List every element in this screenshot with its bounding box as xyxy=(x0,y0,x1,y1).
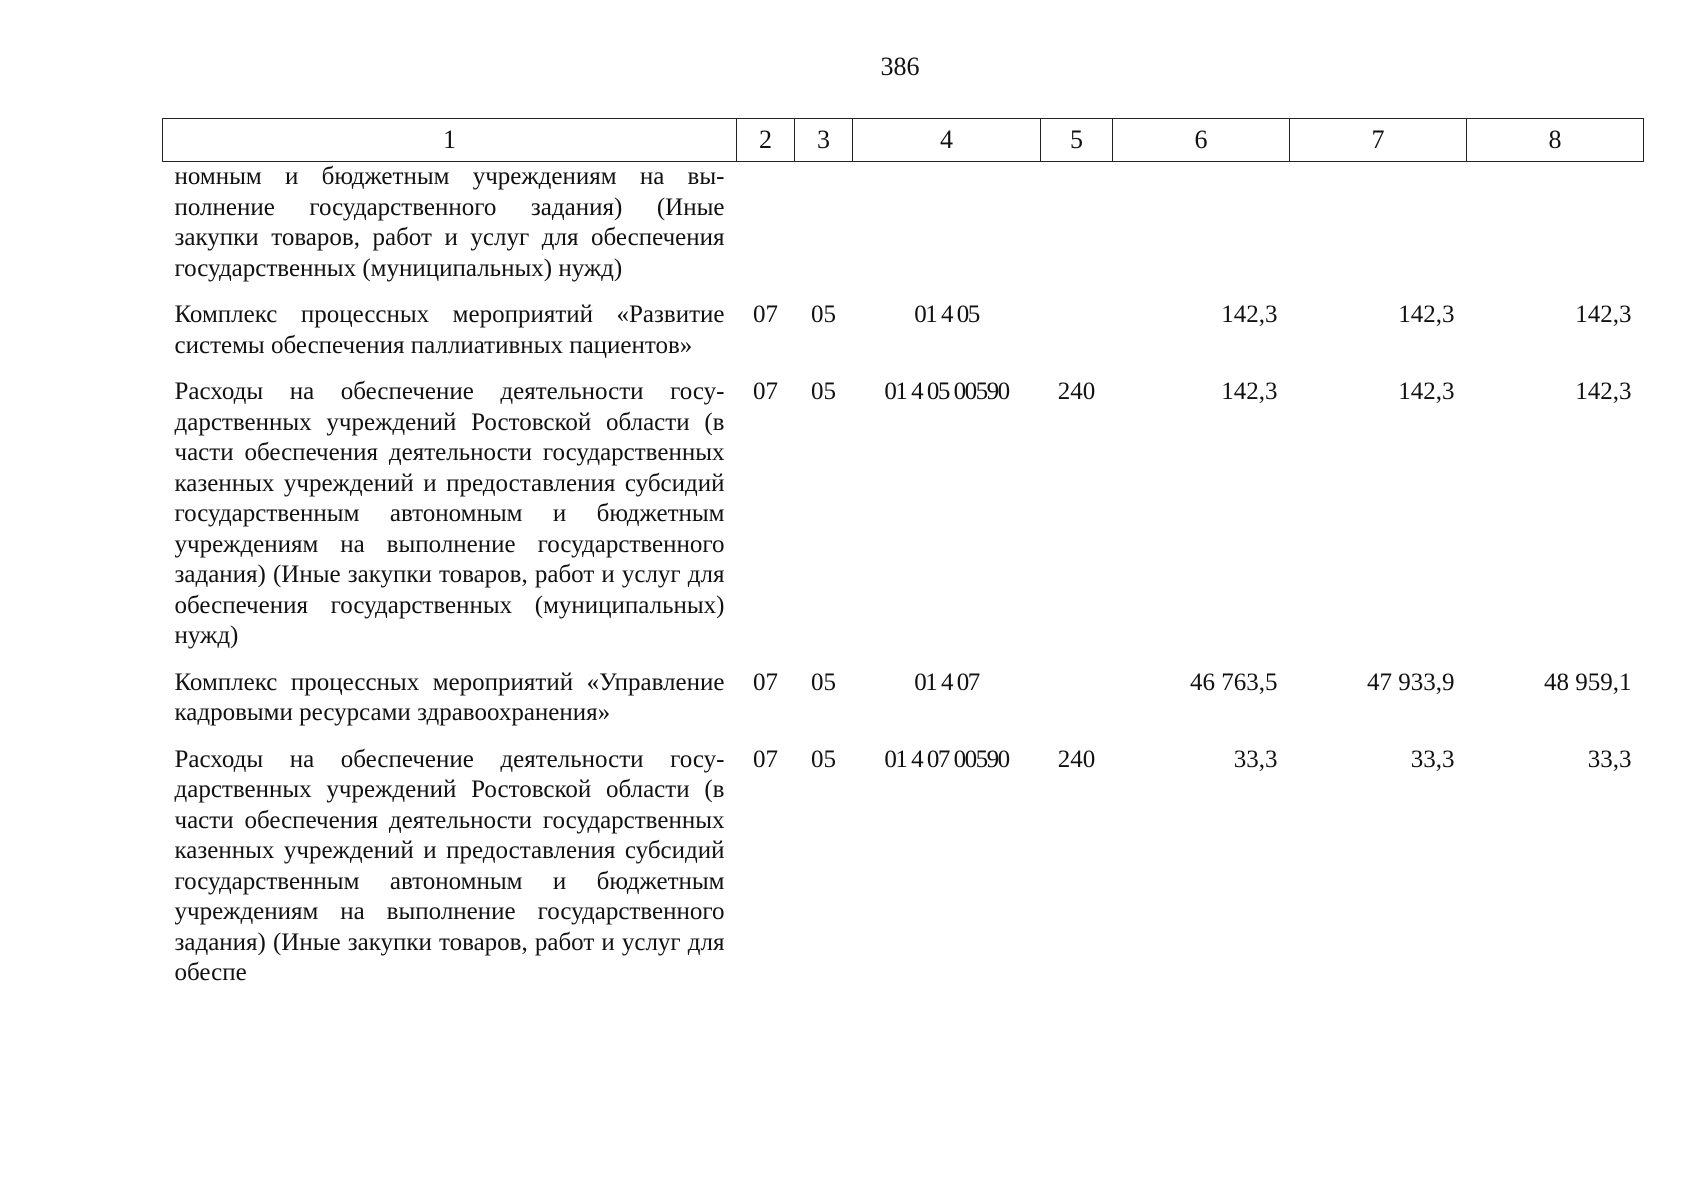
row-section: 07 xyxy=(753,668,778,696)
row-year-1-amount xyxy=(1113,162,1290,301)
table-header xyxy=(163,119,1644,162)
row-description: Расходы на обеспечение деятельности государственных учреждений Ростовской области (в части обеспечения деятельности государственных казенных учреждений и предоставления субсидий государственным автономным и бюджетным учреждениям на выполнение государственного задания) (Иные закупки товаров, работ и услуг для обеспе xyxy=(174,745,725,986)
column-header-section: 2 xyxy=(737,119,795,162)
row-subsection: 05 xyxy=(811,745,836,773)
table-row xyxy=(163,300,1644,377)
column-header-description: 1 xyxy=(163,119,737,162)
row-year-1-amount: 33,3 xyxy=(1233,745,1278,773)
row-section: 07 xyxy=(753,745,778,773)
column-header-subsection: 3 xyxy=(795,119,853,162)
row-subsection: 05 xyxy=(811,668,836,696)
row-expense-type: 240 xyxy=(1057,745,1096,773)
row-year-1-amount: 142,3 xyxy=(1221,301,1278,328)
page-number: 386 xyxy=(880,52,920,81)
column-header-expense-type: 5 xyxy=(1041,119,1113,162)
row-year-1-amount: 142,3 xyxy=(1221,378,1278,405)
row-description: Расходы на обеспечение деятельности государственных учреждений Ростовской области (в части обеспечения деятельности государственных казенных учреждений и предоставления субсидий государственным автономным и бюджетным учреждениям на выполнение государственного задания) (Иные закупки товаров, работ и услуг для обеспечения государственных (муниципальных) нужд) xyxy=(174,378,725,649)
table-row xyxy=(163,668,1644,745)
row-expense-type xyxy=(1041,300,1113,377)
row-expense-type xyxy=(1041,668,1113,745)
row-subsection: 05 xyxy=(811,378,836,405)
row-target-article: 01 4 05 xyxy=(914,301,979,328)
row-year-3-amount: 142,3 xyxy=(1575,301,1632,328)
row-year-2-amount: 47 933,9 xyxy=(1367,668,1455,696)
row-target-article: 01 4 07 00590 xyxy=(884,745,1009,773)
row-year-1-amount: 46 763,5 xyxy=(1190,668,1278,696)
row-year-3-amount: 48 959,1 xyxy=(1544,668,1632,696)
row-section xyxy=(737,162,795,301)
table-body xyxy=(163,162,1644,1005)
row-year-3-amount xyxy=(1467,162,1644,301)
row-year-2-amount: 142,3 xyxy=(1398,301,1455,328)
column-header-target-article: 4 xyxy=(853,119,1041,162)
row-target-article: 01 4 05 00590 xyxy=(884,378,1009,405)
row-year-3-amount: 33,3 xyxy=(1587,745,1632,773)
row-year-2-amount: 142,3 xyxy=(1398,378,1455,405)
row-description: Комплекс процессных мероприятий «Развитие системы обеспечения паллиативных пациентов» xyxy=(174,301,725,359)
table-row xyxy=(163,377,1644,668)
row-target-article: 01 4 07 xyxy=(914,668,979,696)
row-year-2-amount: 33,3 xyxy=(1410,745,1455,773)
row-year-2-amount xyxy=(1290,162,1467,301)
header-row xyxy=(163,119,1644,162)
table-row xyxy=(163,162,1644,301)
row-target-article xyxy=(853,162,1041,301)
row-subsection xyxy=(795,162,853,301)
column-header-year-3: 8 xyxy=(1467,119,1644,162)
row-expense-type xyxy=(1041,162,1113,301)
table-row xyxy=(163,745,1644,1005)
row-section: 07 xyxy=(753,378,778,405)
row-year-3-amount: 142,3 xyxy=(1575,378,1632,405)
column-header-year-2: 7 xyxy=(1290,119,1467,162)
row-description: Комплекс процессных мероприятий «Управление кадровыми ресурсами здравоохранения» xyxy=(174,668,725,726)
row-description: номным и бюджетным учреждениям на выполнение государственного задания) (Иные закупки товаров, работ и услуг для обеспечения государственных (муниципальных) нужд) xyxy=(174,163,725,282)
row-expense-type: 240 xyxy=(1057,378,1096,405)
column-header-year-1: 6 xyxy=(1113,119,1290,162)
row-section: 07 xyxy=(753,301,778,328)
budget-table xyxy=(162,118,1644,1005)
row-subsection: 05 xyxy=(811,301,836,328)
